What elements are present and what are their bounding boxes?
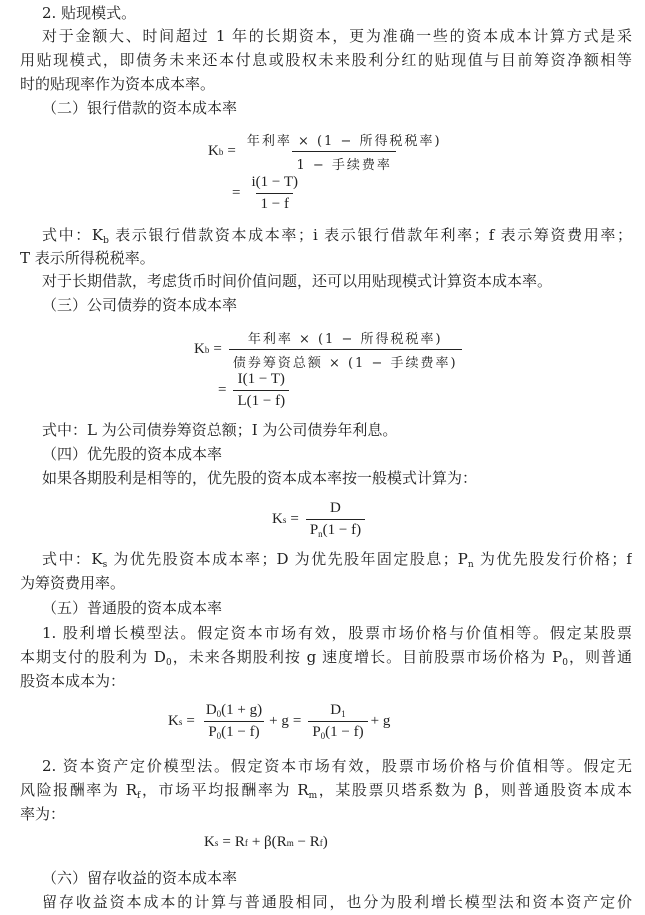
subscript: n — [467, 560, 474, 570]
section-heading-retained — [42, 867, 632, 889]
paragraph-line — [42, 25, 632, 47]
equals-sign: = — [186, 713, 195, 729]
text-segment: 式中：K — [42, 550, 103, 568]
text-segment: 股资本成本为： — [20, 672, 126, 690]
expression: ) — [322, 834, 328, 850]
text-segment: （二）银行借款的资本成本率 — [42, 99, 238, 117]
expression: (1 − f) — [221, 724, 260, 740]
denominator — [308, 721, 367, 741]
paragraph-line — [20, 779, 632, 801]
subscript: 0 — [562, 658, 568, 668]
symbol: P — [312, 724, 321, 740]
section-heading-preferred — [42, 443, 632, 465]
equals-sign: = — [290, 511, 299, 527]
formula-bond-1: K b = $\frac{\text{年利率 × (1 − 所得税税率)}}{\text{债券筹资总额 × (1 − 手续费率)}}$ — [194, 328, 465, 371]
symbol: D — [205, 702, 217, 718]
text-segment: （五）普通股的资本成本率 — [42, 599, 223, 617]
subscript: 0 — [320, 731, 326, 741]
text-segment: 1. 股利增长模型法。假定资本市场有效，股票市场价格与价值相等。假定某股票 — [42, 624, 632, 642]
text-segment: 如果各期股利是相等的，优先股的资本成本率按一般模式计算为： — [42, 469, 478, 487]
formula-symbol: K — [204, 834, 215, 850]
formula-symbol: K — [208, 143, 219, 159]
equals-sign: = — [227, 143, 236, 159]
symbol: R — [276, 834, 287, 850]
equals-sign: = — [218, 382, 227, 398]
text-segment: 为优先股发行价格；f — [473, 550, 632, 568]
numerator: D — [330, 500, 341, 516]
fraction — [308, 702, 367, 741]
symbol: R — [234, 834, 245, 850]
denominator: L(1 − f) — [233, 390, 289, 410]
text-segment: 用贴现模式，即债务未来还本付息或股权未来股利分红的贴现值与目前筹资净额相等 — [20, 51, 632, 69]
numerator — [326, 702, 349, 721]
paragraph-line — [20, 49, 632, 71]
heading-discount-model — [42, 2, 632, 24]
equals-sign: = — [222, 834, 231, 850]
subscript: s — [102, 560, 108, 570]
paragraph-line — [42, 224, 632, 246]
paragraph-line — [42, 467, 632, 489]
paragraph-line — [42, 622, 632, 644]
subscript: 0 — [216, 709, 222, 719]
paragraph-line — [42, 270, 632, 292]
formula-symbol: K — [168, 713, 179, 729]
text-segment: （六）留存收益的资本成本率 — [42, 869, 238, 887]
expression: (1 − f) — [325, 724, 364, 740]
text-segment: 表示银行借款资本成本率；i 表示银行借款年利率；f 表示筹资费用率； — [108, 226, 632, 244]
fraction — [202, 702, 266, 741]
equals-sign: = — [213, 341, 222, 357]
text-segment: ，市场平均报酬率为 R — [140, 781, 309, 799]
section-heading-bank-loan — [42, 97, 632, 119]
subscript: 0 — [165, 658, 172, 668]
text-segment: 式中：L 为公司债券筹资总额；I 为公司债券年利息。 — [42, 421, 398, 439]
symbol: R — [309, 834, 320, 850]
text-segment: ，某股票贝塔系数为 β，则普通股资本成本 — [317, 781, 632, 799]
fraction — [306, 500, 365, 539]
equals-sign: = — [292, 713, 302, 729]
paragraph-line — [42, 419, 632, 441]
expression: + β( — [251, 834, 277, 850]
fraction — [243, 130, 446, 173]
section-heading-bond — [42, 294, 632, 316]
subscript: f — [137, 791, 141, 801]
denominator: 1 − 手续费率 — [292, 151, 395, 173]
text-segment: 2. 贴现模式。 — [42, 4, 137, 22]
fraction — [233, 371, 289, 410]
numerator: 年利率 × (1 − 所得税税率) — [247, 332, 443, 347]
text-segment: （三）公司债券的资本成本率 — [42, 296, 238, 314]
formula-bank-loan-2 — [228, 174, 305, 213]
text-segment: （四）优先股的资本成本率 — [42, 445, 223, 463]
numerator: i(1 − T) — [251, 174, 298, 190]
text-segment: 本期支付的股利为 D — [20, 648, 166, 666]
paragraph-line — [42, 548, 632, 570]
paragraph-line — [20, 646, 632, 668]
paragraph-line — [20, 73, 632, 95]
text-segment: 2. 资本资产定价模型法。假定资本市场有效，股票市场价格与价值相等。假定无 — [42, 757, 632, 775]
plus-g: + g — [370, 713, 391, 729]
numerator — [202, 702, 266, 721]
text-segment: 式中：K — [42, 226, 104, 244]
fraction — [247, 174, 302, 213]
text-segment: 对于长期借款，考虑货币时间价值问题，还可以用贴现模式计算资本成本率。 — [42, 272, 553, 290]
section-heading-common — [42, 597, 632, 619]
paragraph-line — [20, 670, 632, 692]
denominator: 债券筹资总额 × (1 − 手续费率) — [229, 349, 462, 371]
text-segment: 留存收益资本成本的计算与普通股相同，也分为股利增长模型法和资本资产定价 — [42, 893, 632, 911]
formula-capm: K s = R f + β( R m − R f ) — [204, 834, 328, 850]
paragraph-line — [42, 891, 632, 913]
equals-sign: = — [232, 185, 241, 201]
expression: (1 + g) — [221, 702, 263, 718]
formula-preferred: K s = $\frac{D}{P_n(1 - f)}$ — [272, 500, 368, 539]
text-segment: 为筹资费用率。 — [20, 574, 126, 592]
text-segment: 风险报酬率为 R — [20, 781, 138, 799]
text-segment: 为优先股资本成本率；D 为优先股年固定股息；P — [107, 550, 468, 568]
text-segment: 对于金额大、时间超过 1 年的长期资本，更为准确一些的资本成本计算方式是采 — [42, 27, 632, 45]
symbol: P — [309, 522, 319, 538]
formula-bank-loan-1: K b = $\frac{\text{年利率 × (1 − 所得税税率)}}{\text{1 − 手续费率}}$ — [208, 130, 449, 173]
formula-symbol: K — [194, 341, 205, 357]
text-segment: ，则普通 — [567, 648, 632, 666]
paragraph-line — [20, 803, 632, 825]
subscript: n — [318, 529, 323, 539]
denominator — [306, 519, 365, 539]
denominator: 1 − f — [256, 193, 292, 213]
plus-g: + g — [269, 713, 289, 729]
subscript: 0 — [216, 731, 222, 741]
paragraph-line — [20, 247, 632, 269]
numerator: 年利率 × (1 − 所得税税率) — [246, 134, 442, 149]
minus-sign: − — [293, 834, 310, 850]
expression: (1 − f) — [322, 522, 362, 538]
formula-symbol: K — [272, 511, 283, 527]
text-segment: T 表示所得税税率。 — [20, 249, 155, 267]
subscript: b — [103, 236, 109, 246]
paragraph-line — [20, 572, 632, 594]
symbol: P — [208, 724, 217, 740]
text-segment: 时的贴现率作为资本成本率。 — [20, 75, 216, 93]
subscript: m — [308, 791, 318, 801]
subscript: 1 — [341, 709, 346, 719]
text-segment: ，未来各期股利按 g 速度增长。目前股票市场价格为 P — [171, 648, 563, 666]
fraction — [229, 328, 462, 371]
text-segment: 率为： — [20, 805, 66, 823]
formula-bond-2 — [214, 371, 292, 410]
denominator — [204, 721, 263, 741]
numerator: I(1 − T) — [237, 371, 285, 387]
formula-dividend-growth: K s = $\frac{D_0(1 + g)}{P_0(1 - f)}$ + g = $\frac{D_1}{P_0(1 - f)}$ + g — [168, 702, 391, 741]
symbol: D — [330, 702, 342, 718]
paragraph-line — [42, 755, 632, 777]
